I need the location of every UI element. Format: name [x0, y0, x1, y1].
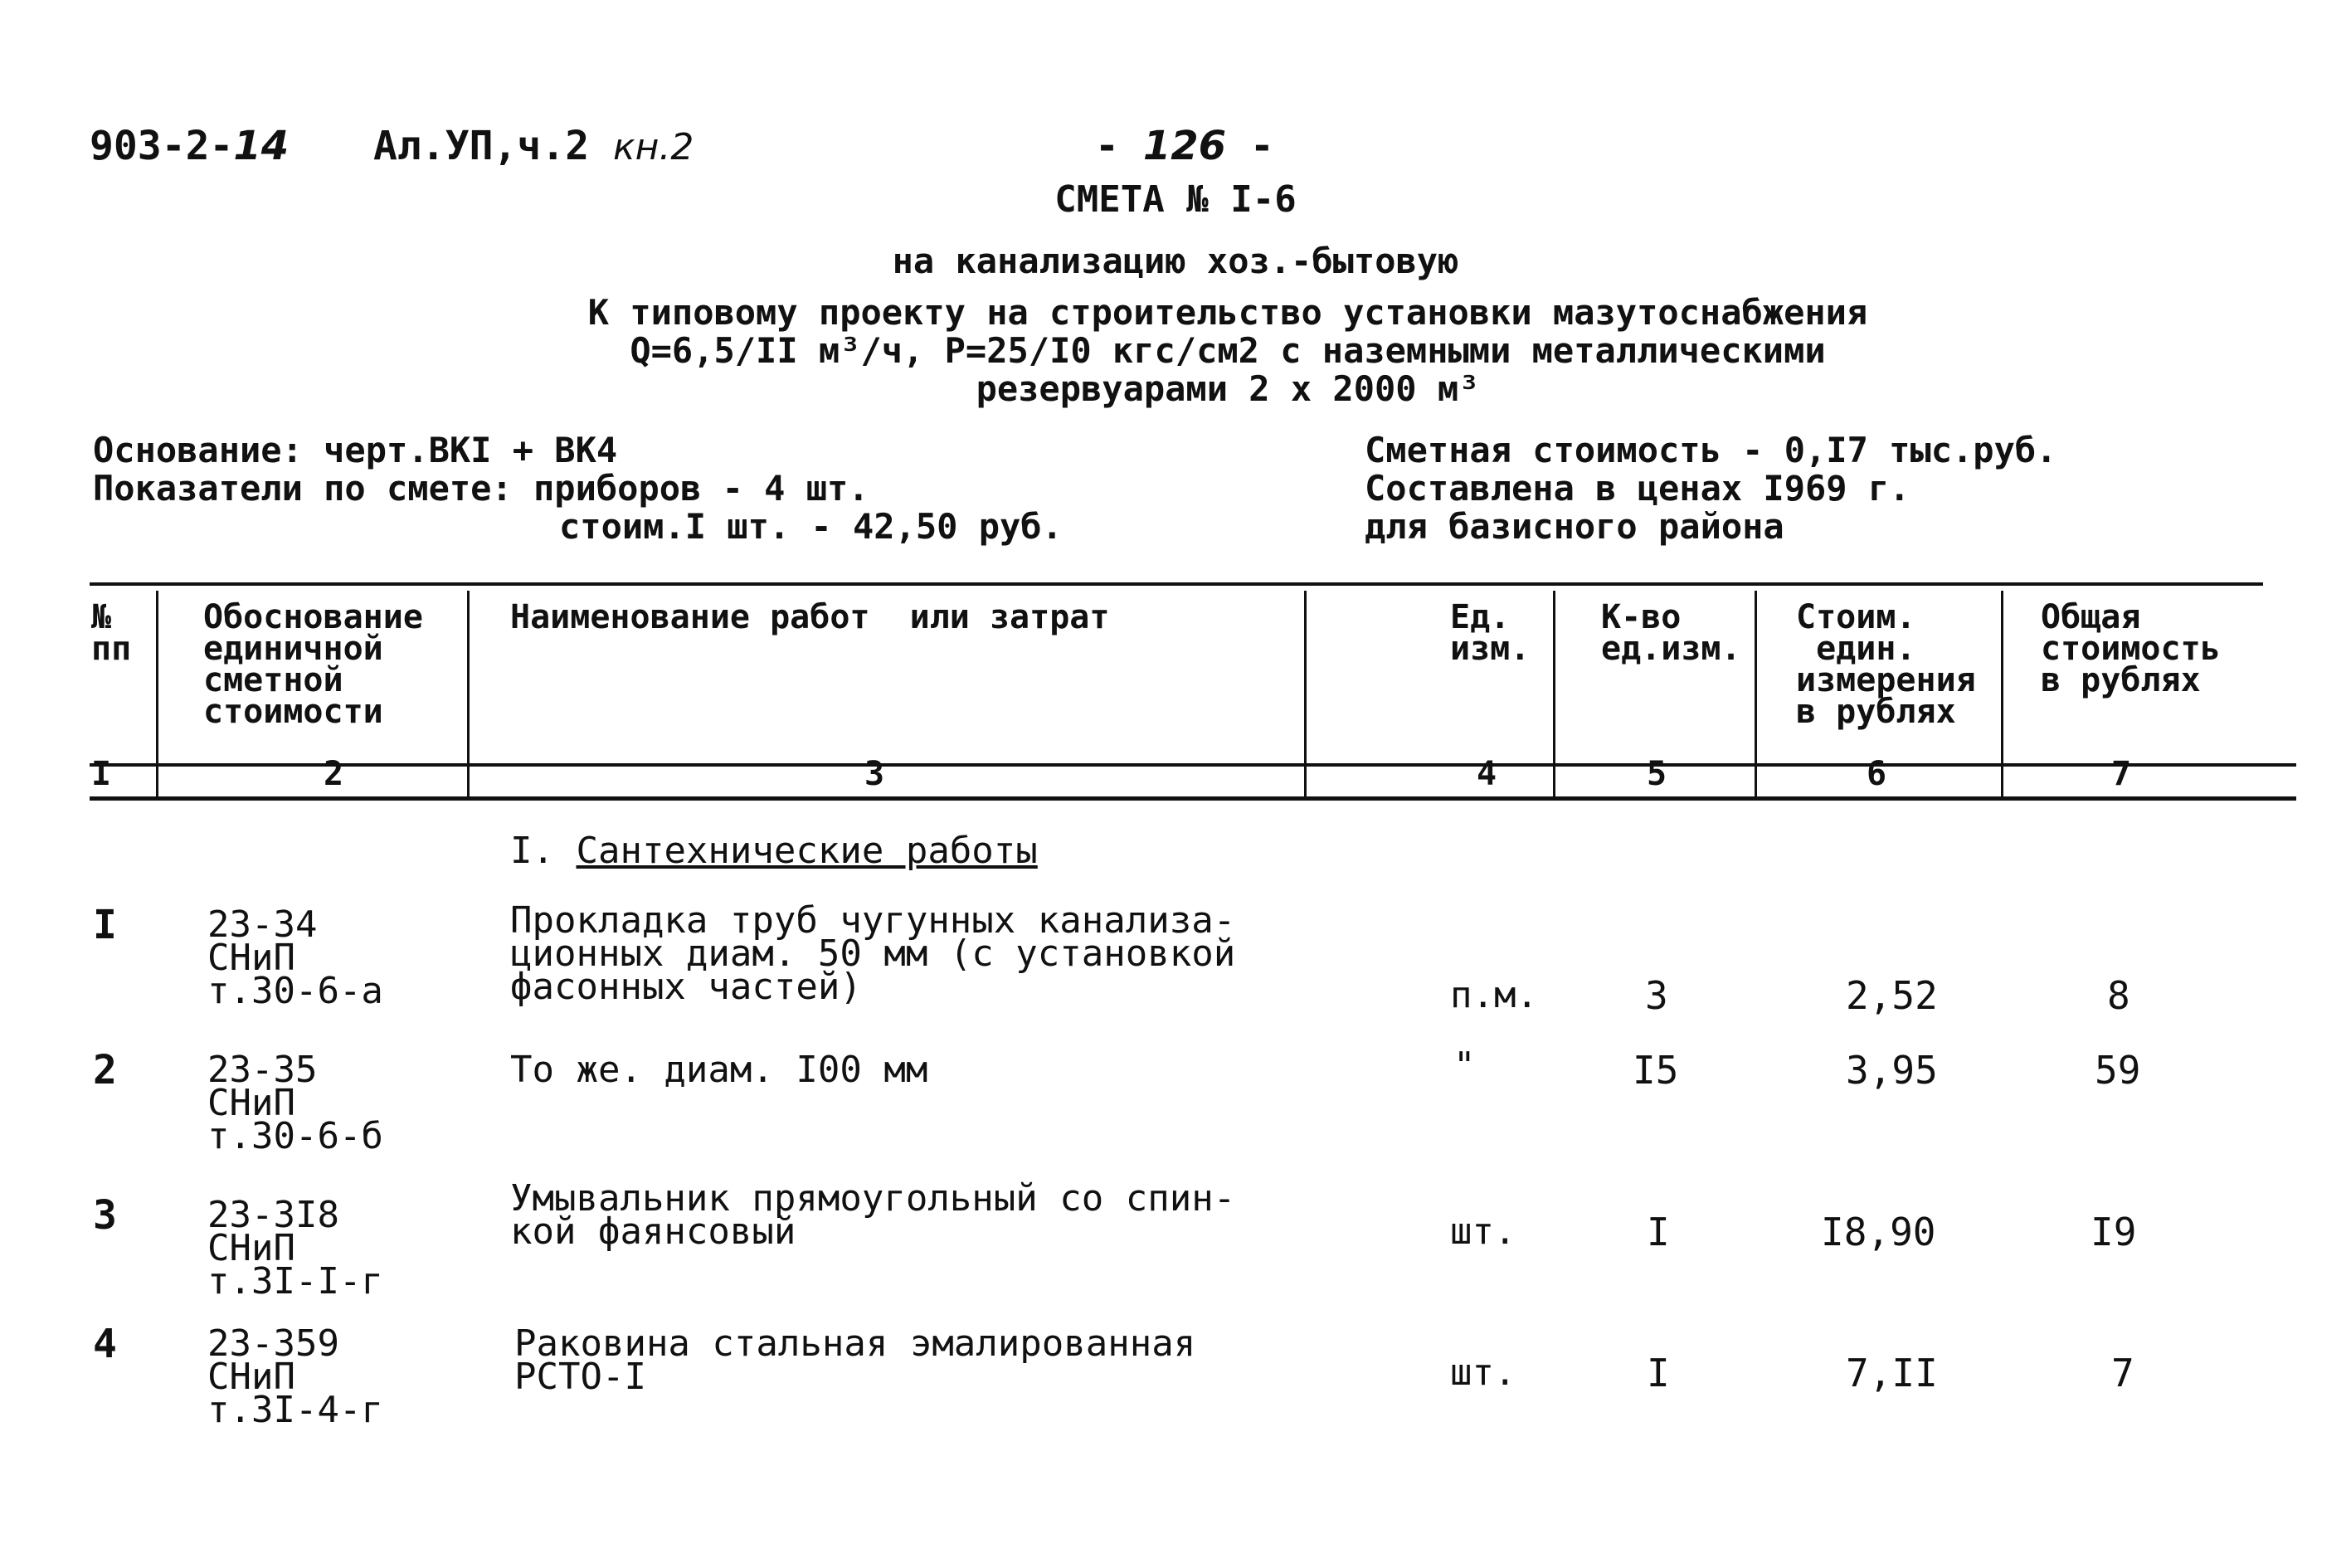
- row-unit-cost: 7,II: [1846, 1351, 1938, 1395]
- row-number: 3: [93, 1192, 117, 1239]
- section-title-text: Сантехнические работы: [576, 830, 1038, 872]
- row-number: 2: [93, 1047, 117, 1093]
- project-description: [548, 294, 1908, 408]
- column-divider: [2001, 591, 2003, 798]
- row-qty: I: [1647, 1210, 1670, 1254]
- basis-line-3: стоим.I шт. - 42,50 руб.: [559, 506, 1063, 547]
- album-handwritten: кн.2: [613, 126, 694, 168]
- row-total: 8: [2107, 973, 2130, 1018]
- row-qty: 3: [1645, 973, 1668, 1018]
- document-code: [90, 123, 289, 169]
- album-printed: Ал.УП,ч.2: [373, 123, 590, 169]
- column-divider: [1553, 591, 1555, 798]
- basis-block: [93, 431, 1063, 546]
- basis-line-2: Показатели по смете: приборов - 4 шт.: [93, 468, 869, 509]
- cost-info-line-2: Составлена в ценах I969 г.: [1365, 468, 1910, 509]
- cost-info-line-3: для базисного района: [1365, 506, 1784, 547]
- project-line-1: К типовому проекту на строительство установки мазутоснабжения: [587, 292, 1868, 333]
- column-divider: [156, 591, 158, 798]
- row-unit: шт.: [1450, 1351, 1516, 1394]
- column-header-no: № пп: [91, 598, 132, 668]
- document-code-printed: 903-2-: [90, 123, 234, 169]
- column-number: 6: [1867, 755, 1887, 793]
- section-title-prefix: I.: [510, 830, 577, 872]
- column-divider: [1304, 591, 1307, 798]
- row-qty: I5: [1633, 1048, 1679, 1093]
- row-unit-cost: I8,90: [1821, 1210, 1936, 1254]
- page-number-handwritten: 126: [1142, 123, 1227, 169]
- column-number: 3: [864, 755, 885, 793]
- row-name: То же. диам. I00 мм: [510, 1049, 928, 1091]
- row-unit: шт.: [1450, 1210, 1516, 1253]
- table-header-rule: [90, 763, 2296, 767]
- column-header-unit: Ед. изм.: [1450, 598, 1531, 668]
- row-qty: I: [1647, 1351, 1670, 1395]
- column-number: 2: [324, 755, 344, 793]
- estimate-subtitle: на канализацию хоз.-бытовую: [892, 241, 1459, 281]
- row-basis: 23-34 СНиП т.30-6-а: [207, 903, 383, 1012]
- row-total: I9: [2091, 1210, 2137, 1254]
- row-number: 4: [93, 1321, 117, 1367]
- document-code-handwritten: 14: [233, 123, 290, 169]
- project-line-2: Q=6,5/II м³/ч, Р=25/I0 кгс/см2 с наземными металлическими: [630, 330, 1826, 371]
- table-top-rule: [90, 582, 2263, 586]
- project-line-3: резервуарами 2 х 2000 м³: [976, 368, 1480, 409]
- column-header-name: Наименование работ или затрат: [510, 598, 1110, 636]
- column-header-qty: К-во ед.изм.: [1601, 598, 1741, 668]
- row-name: Умывальник прямоугольный со спин- кой фаянсовый: [510, 1177, 1236, 1253]
- cost-info-block: [1365, 431, 2057, 546]
- row-basis: 23-3I8 СНиП т.3I-I-г: [207, 1194, 383, 1303]
- estimate-title: СМЕТА № I-6: [1054, 178, 1297, 221]
- row-total: 7: [2111, 1351, 2134, 1395]
- row-unit-cost: 3,95: [1846, 1048, 1938, 1093]
- row-basis: 23-359 СНиП т.3I-4-г: [207, 1322, 383, 1431]
- page-dash-right: -: [1249, 123, 1274, 169]
- row-basis: 23-35 СНиП т.30-6-б: [207, 1049, 383, 1157]
- column-header-unit-cost: Стоим. един. измерения в рублях: [1796, 598, 1976, 731]
- cost-info-line-1: Сметная стоимость - 0,I7 тыс.руб.: [1365, 430, 2057, 470]
- column-header-basis: Обоснование единичной сметной стоимости: [203, 598, 423, 731]
- row-unit: ": [1453, 1045, 1476, 1087]
- page-number: [1095, 123, 1274, 169]
- column-divider: [467, 591, 470, 798]
- column-header-total: Общая стоимость в рублях: [2041, 598, 2221, 699]
- column-number: 4: [1477, 755, 1497, 793]
- table-numbers-rule: [90, 796, 2296, 801]
- column-divider: [1755, 591, 1757, 798]
- column-number: 5: [1647, 755, 1667, 793]
- row-total: 59: [2095, 1048, 2141, 1093]
- row-name: Раковина стальная эмалированная РСТО-I: [514, 1322, 1196, 1398]
- section-title: [510, 830, 1038, 872]
- row-unit: п.м.: [1450, 974, 1538, 1016]
- column-number: 7: [2111, 755, 2132, 793]
- row-name: Прокладка труб чугунных канализа- ционных диам. 50 мм (с установкой фасонных частей): [510, 899, 1236, 1008]
- row-number: I: [93, 902, 117, 948]
- album-reference: [373, 123, 694, 169]
- basis-line-1: Основание: черт.ВКI + ВК4: [93, 430, 618, 470]
- column-number: I: [91, 755, 112, 793]
- page-dash-left: -: [1095, 123, 1119, 169]
- row-unit-cost: 2,52: [1846, 973, 1938, 1018]
